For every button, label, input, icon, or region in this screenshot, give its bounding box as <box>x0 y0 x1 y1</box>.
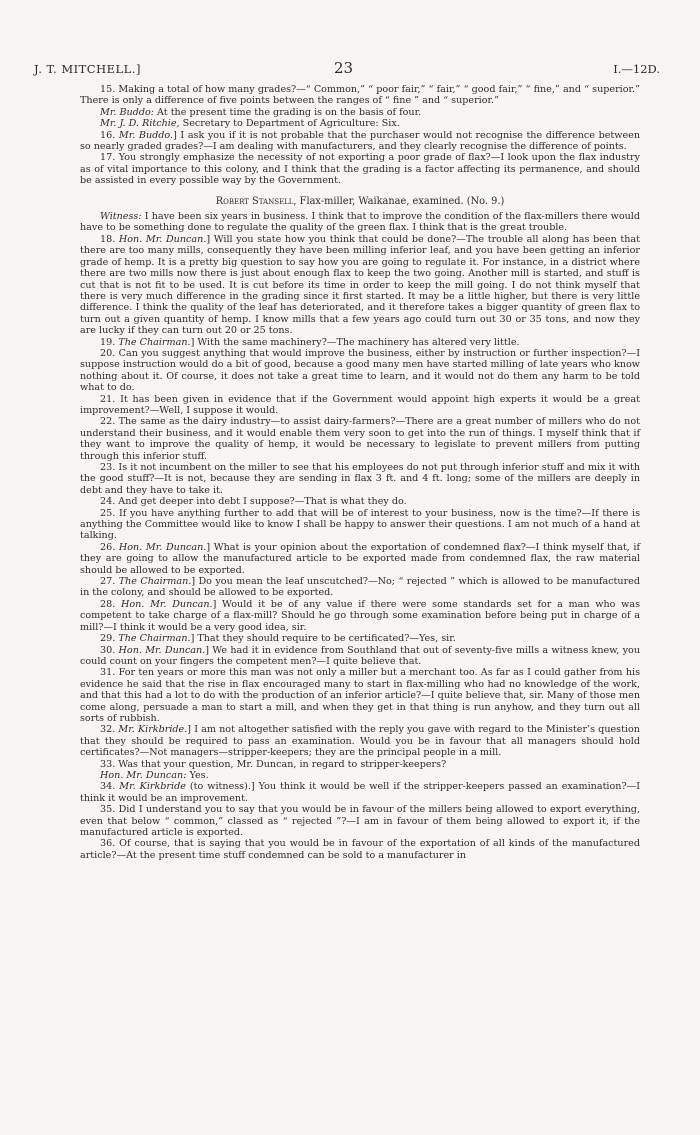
paragraph <box>80 804 640 838</box>
paragraph <box>80 576 640 599</box>
paragraph <box>80 348 640 394</box>
text-segment: Mr. Kirkbride. <box>118 724 188 736</box>
text-segment: 16. <box>100 129 119 141</box>
text-segment: ] I am not altogether satisfied with the reply you gave with regard to the Minister’s question that they should be required to pass an examination. Would you be in favour that all managers should hold certificates?—Not managers—stripper-keepers; they are the principal people in a mill. <box>80 724 640 759</box>
text-segment: 21. It has been given in evidence that if the Government would appoint high experts it would be a great improvement?—Well, I suppose it would. <box>80 393 640 416</box>
paragraph <box>80 462 640 496</box>
text-segment: Mr. Buddo: <box>100 106 154 118</box>
text-segment: ] That they should require to be certificated?—Yes, sir. <box>190 633 456 645</box>
paragraph <box>80 496 640 507</box>
paragraph <box>80 118 640 129</box>
text-segment: 33. Was that your question, Mr. Duncan, in regard to stripper-keepers? <box>100 758 447 770</box>
text-segment: 32. <box>100 724 119 736</box>
text-segment: Flax-miller, Waikanae, examined. (No. 9.) <box>296 195 505 207</box>
text-segment: 18. <box>100 233 119 245</box>
text-segment: 15. Making a total of how many grades?—“ Common,” “ poor fair,” “ fair,” “ good fair,” “ fine,” and “ superior.” There is only a difference of five points between the ranges of “ fine ” and “ superior.” <box>80 84 640 107</box>
text-segment: Secretary to Department of Agriculture: Six. <box>179 118 400 130</box>
text-segment: 27. <box>100 576 119 588</box>
text-segment: 29. <box>100 633 119 645</box>
text-segment: 23. Is it not incumbent on the miller to see that his employees do not put through inferior stuff and mix it with the good stuff?—It is not, because they are sending in flax 3 ft. and 4 ft. long; some of the millers are deeply in debt and they have to take it. <box>80 462 640 496</box>
text-segment: 20. Can you suggest anything that would improve the business, either by instruction or further inspection?—I suppose instruction would do a bit of good, because a good many men have started milling of late years who know nothing about it. Of course, it does not take a great time to learn, and it would not do them any harm to be told what to do. <box>80 347 640 394</box>
text-segment: Hon. Mr. Duncan. <box>118 541 207 553</box>
paragraph <box>80 508 640 542</box>
text-segment: Yes. <box>186 769 209 781</box>
text-segment: Hon. Mr. Duncan. <box>118 233 207 245</box>
text-segment: ] We had it in evidence from Southland that out of seventy-five mills a witness knew, you could count on your fingers the competent men?—I quite believe that. <box>80 644 640 667</box>
text-segment: Mr. J. D. Ritchie, <box>100 118 180 130</box>
text-segment: 36. Of course, that is saying that you would be in favour of the exportation of all kinds of the manufactured article?—At the present time stuff condemned can be sold to a manufacturer in <box>80 838 640 861</box>
text-segment: (to witness).] You think it would be well if the stripper-keepers passed an examination?—I think it would be an improvement. <box>80 781 640 804</box>
text-segment: 19. <box>100 336 119 348</box>
text-segment: Hon. Mr. Duncan. <box>118 644 206 656</box>
paragraph <box>80 152 640 186</box>
text-segment: ] I ask you if it is not probable that the purchaser would not recognise the difference between so nearly graded grades?—I am dealing with manufacturers, and they clearly recognise the difference of points. <box>80 129 641 153</box>
header-right: I.—12D. <box>613 62 660 76</box>
text-segment: The Chairman. <box>118 336 191 348</box>
text-segment: 24. And get deeper into debt I suppose?—That is what they do. <box>100 496 407 508</box>
paragraph <box>80 667 640 724</box>
text-segment: 28. <box>100 598 121 610</box>
text-segment: ] What is your opinion about the exportation of condemned flax?—I think myself that, if they are going to allow the manufactured article to be exported made from condemned flax, the raw material should be allowed to be exported. <box>80 541 640 576</box>
paragraph <box>80 838 640 861</box>
text-segment: Hon. Mr. Duncan: <box>100 769 187 781</box>
text-segment: 30. <box>100 644 119 656</box>
text-segment: At the present time the grading is on the basis of four. <box>153 106 422 118</box>
page-number: 23 <box>334 59 354 77</box>
header-left: J. T. MITCHELL.] <box>34 62 141 76</box>
paragraph <box>80 107 640 118</box>
text-segment: Mr. Buddo. <box>118 129 174 141</box>
text-segment: The Chairman. <box>118 633 191 645</box>
paragraph <box>80 759 640 770</box>
text-segment: I have been six years in business. I think that to improve the condition of the flax-millers there would have to be something done to regulate the quality of the green flax. I think that is the great trouble. <box>80 211 640 234</box>
text-segment: 22. The same as the dairy industry—to assist dairy-farmers?—There are a great number of millers who do not understand their business, and it would enable them very soon to get into the run of things. I myself think that if they want to improve the quality of hemp, it would be necessary to legislate to prevent millers from putting through this inferior stuff. <box>80 416 640 462</box>
paragraph <box>80 394 640 417</box>
text-segment: 34. <box>100 781 120 793</box>
paragraph <box>80 234 640 337</box>
text-segment: 17. You strongly emphasize the necessity of not exporting a poor grade of flax?—I look upon the flax industry as of vital importance to this colony, and I think that the grading is a factor affecting its permanence, and should be assisted in every possible way by the Government. <box>80 152 640 187</box>
paragraph <box>80 724 640 758</box>
paragraph <box>80 337 640 348</box>
witness-heading <box>80 196 640 207</box>
paragraph <box>80 645 640 668</box>
document-body <box>80 84 640 861</box>
text-segment: Hon. Mr. Duncan. <box>120 598 213 610</box>
text-segment: Mr. Kirkbride <box>119 781 186 793</box>
paragraph <box>80 211 640 234</box>
text-segment: 35. Did I understand you to say that you would be in favour of the millers being allowed to export everything, even that below “ common,” classed as “ rejected ”?—I am in favour of them being allowed to export it, if the manufactured article is exported. <box>80 804 640 838</box>
text-segment: ] With the same machinery?—The machinery has altered very little. <box>190 336 520 348</box>
text-segment: ] Would it be of any value if there were some standards set for a man who was competent to take charge of a flax-mill? Should he go through some examination before being put in charge of a mill?—I think it would be a very good idea, sir. <box>80 598 640 633</box>
running-header <box>34 59 660 78</box>
paragraph <box>80 84 640 107</box>
paragraph <box>80 416 640 462</box>
paragraph <box>80 781 640 804</box>
paragraph <box>80 130 640 153</box>
text-segment: Witness: <box>100 211 142 223</box>
paragraph <box>80 542 640 576</box>
text-segment: ] Will you state how you think that could be done?—The trouble all along has been that there are too many mills, consequently they have been milling inferior leaf, and you have been getting an inferior grade of hemp. It is a pretty big question to say how you are going to regulate it. For instance, in a district where there are two mills now there is just about enough flax to keep the two going. Another mill is started, and stuff is cut that is not fit to be used. It is cut before its time in order to keep the mill going. I do not think myself that there is very much difference in the grading since it first started. It may be a little higher, but there is very little difference. I think the quality of the leaf has deteriorated, and it therefore takes a bigger quantity of green flax to turn out a given quantity of hemp. I know mills that a few years ago could turn out 30 or 35 tons, and now they are lucky if they can turn out 20 or 25 tons. <box>80 233 641 337</box>
text-segment: The Chairman. <box>118 576 192 588</box>
paragraph <box>80 770 640 781</box>
paragraph <box>80 599 640 633</box>
text-segment: 25. If you have anything further to add that will be of interest to your business, now is the time?—If there is anything the Committee would like to know I shall be happy to answer their questions. I am not much of a hand at talking. <box>80 507 640 542</box>
paragraph <box>80 633 640 644</box>
text-segment: 26. <box>100 541 119 553</box>
text-segment: Robert Stansell, <box>215 195 297 207</box>
text-segment: 31. For ten years or more this man was not only a miller but a merchant too. As far as I could gather from his evidence he said that the rise in flax encouraged many to start in flax-milling who had no knowledge of the work, and that this had a lot to do with the production of an inferior article?—I quite believe that, sir. Many of those men come along, persuade a man to start a mill, and when they get in that thing is run anyhow, and they turn out all sorts of rubbish. <box>80 667 640 724</box>
text-segment: ] Do you mean the leaf unscutched?—No; “ rejected ” which is allowed to be manufactured in the colony, and should be allowed to be exported. <box>80 576 640 599</box>
